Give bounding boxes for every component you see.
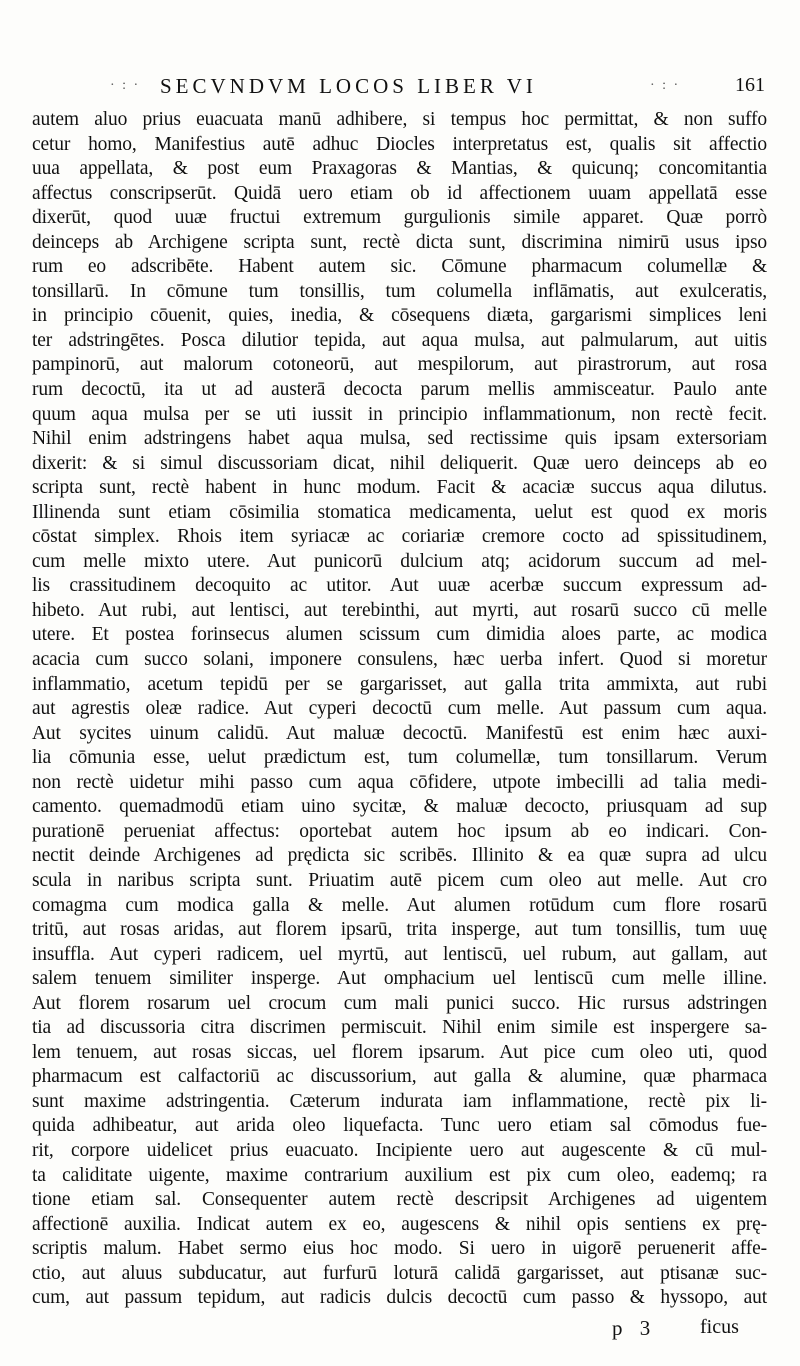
- text-line: lem tenuem, aut rosas siccas, uel florem ipsarum. Aut pice cum oleo uti, quod: [32, 1041, 767, 1063]
- text-line: rum eo adscribēte. Habent autem sic. Cōmune pharmacum columellæ &: [32, 256, 767, 278]
- text-line: hibeto. Aut rubi, aut lentisci, aut terebinthi, aut myrti, aut rosarū succo cū melle: [32, 599, 767, 621]
- text-line: pharmacum est calfactoriū ac discussorium, aut galla & alumine, quæ pharmaca: [32, 1066, 767, 1088]
- text-line: sunt maxime adstringentia. Cæterum indurata iam inflammatione, rectè pix li-: [32, 1090, 767, 1112]
- text-line: quida adhibeatur, aut arida oleo liquefacta. Tunc uero etiam sal cōmodus fue-: [32, 1115, 767, 1137]
- text-line: rit, corpore uidelicet prius euacuato. Incipiente uero aut augescente & cū mul-: [32, 1139, 767, 1161]
- text-line: ter adstringētes. Posca dilutior tepida, aut aqua mulsa, aut palmularum, aut uitis: [32, 329, 767, 351]
- text-line: cum melle mixto utere. Aut punicorū dulcium atq; acidorum succum ad mel-: [32, 550, 767, 572]
- text-line: uua appellata, & post eum Praxagoras & Mantias, & quicunq; concomitantia: [32, 158, 767, 180]
- text-line: cetur homo, Manifestius autē adhuc Diocles interpretatus est, qualis sit affectio: [32, 133, 767, 155]
- text-line: scriptis malum. Habet sermo eius hoc modo. Si uero in uigorē peruenerit affe-: [32, 1238, 767, 1260]
- text-line: in principio cōuenit, quies, inedia, & cōsequens diæta, gargarismi simplices leni: [32, 305, 767, 327]
- text-line: Illinenda sunt etiam cōsimilia stomatica medicamenta, uelut est quod ex moris: [32, 501, 767, 523]
- text-line: deinceps ab Archigene scripta sunt, rectè dicta sunt, discrimina nimirū usus ipso: [32, 231, 767, 253]
- text-line: quum aqua mulsa per se uti iussit in principio inflammationum, non rectè fecit.: [32, 403, 767, 425]
- text-line: non rectè uidetur mihi passo cum aqua cōfidere, utpote imbecilli ad talia medi-: [32, 771, 767, 793]
- running-head: [50, 72, 765, 102]
- text-line: cōstat simplex. Rhois item syriacæ ac coriariæ cremore cocto ad spissitudinem,: [32, 526, 767, 548]
- text-line: lis crassitudinem decoquito ac utitor. Aut uuæ acerbæ succum expressum ad-: [32, 575, 767, 597]
- text-line: Aut sycites uinum calidū. Aut maluæ decoctū. Manifestū est enim hæc auxi-: [32, 722, 767, 744]
- text-line: tione etiam sal. Consequenter autem rectè descripsit Archigenes ad uigentem: [32, 1189, 767, 1211]
- running-title: SECVNDVM LOCOS LIBER VI: [160, 74, 537, 98]
- text-line: Aut florem rosarum uel crocum cum mali punici succo. Hic rursus adstringen: [32, 992, 767, 1014]
- text-line: lia cōmunia esse, uelut prædictum est, tum columellæ, tum tonsillarum. Verum: [32, 747, 767, 769]
- page-number: 161: [735, 74, 765, 96]
- body-text: [32, 108, 767, 1311]
- ornament-left: · : ·: [110, 78, 141, 93]
- text-line: Nihil enim adstringens habet aqua mulsa, sed rectissime quis ipsam extersoriam: [32, 428, 767, 450]
- text-line: dixerit: & si simul discussoriam dicat, nihil deliquerit. Quæ uero deinceps ab eo: [32, 452, 767, 474]
- text-line: scripta sunt, rectè habent in hunc modum. Facit & acaciæ succus aqua dilutus.: [32, 477, 767, 499]
- text-line: purationē perueniat affectus: oportebat autem hoc ipsum ab eo indicari. Con-: [32, 820, 767, 842]
- text-line: tritū, aut rosas aridas, aut florem ipsarū, trita insperge, aut tum tonsillis, tum uuę: [32, 919, 767, 941]
- text-line: pampinorū, aut malorum cotoneorū, aut mespilorum, aut pirastrorum, aut rosa: [32, 354, 767, 376]
- text-line: inflammatio, acetum tepidū per se gargarisset, aut galla trita ammixta, aut rubi: [32, 673, 767, 695]
- text-line: tia ad discussoria citra discrimen permiscuit. Nihil enim simile est inspergere sa-: [32, 1017, 767, 1039]
- text-line: dixerūt, quod uuæ fructui extremum gurgulionis simile apparet. Quæ porrò: [32, 207, 767, 229]
- text-line: utere. Et postea forinsecus alumen scissum cum dimidia aloes parte, ac modica: [32, 624, 767, 646]
- text-line: insuffla. Aut cyperi radicem, uel myrtū, aut lentiscū, uel rubum, aut gallam, aut: [32, 943, 767, 965]
- signature-mark: p 3: [612, 1316, 657, 1340]
- text-line: autem aluo prius euacuata manū adhibere, si tempus hoc permittat, & non suffo: [32, 109, 767, 130]
- text-line: affectus conscripserūt. Quidā uero etiam ob id affectionem uuam appellatā esse: [32, 182, 767, 204]
- text-line: comagma cum modica galla & melle. Aut alumen rotūdum cum flore rosarū: [32, 894, 767, 916]
- catchword: ficus: [700, 1316, 739, 1338]
- text-line: affectionē auxilia. Indicat autem ex eo, augescens & nihil opis sentiens ex prę-: [32, 1213, 767, 1235]
- text-line: ta caliditate uigente, maxime contrarium auxilium est pix cum oleo, eademq; ra: [32, 1164, 767, 1186]
- ornament-right: · : ·: [650, 78, 681, 93]
- text-line: camento. quemadmodū etiam uino sycitæ, & maluæ decocto, priusquam ad sup: [32, 796, 767, 818]
- text-line: salem tenuem similiter insperge. Aut omphacium uel lentiscū cum melle illine.: [32, 968, 767, 990]
- text-line: tonsillarū. In cōmune tum tonsillis, tum columella inflāmatis, aut exulceratis,: [32, 280, 767, 302]
- text-line: ctio, aut aluus subducatur, aut furfurū loturā calidā gargarisset, aut ptisanæ suc-: [32, 1262, 767, 1284]
- text-line: rum decoctū, ita ut ad austerā decocta parum mellis ammisceatur. Paulo ante: [32, 379, 767, 401]
- text-line: nectit deinde Archigenes ad prędicta sic scribēs. Illinito & ea quæ supra ad ulcu: [32, 845, 767, 867]
- text-line: aut agrestis oleæ radice. Aut cyperi decoctū cum melle. Aut passum cum aqua.: [32, 698, 767, 720]
- text-line: scula in naribus scripta sunt. Priuatim autē picem cum oleo aut melle. Aut cro: [32, 869, 767, 891]
- text-line: acacia cum succo solani, imponere consulens, hæc uerba infert. Quod si moretur: [32, 649, 767, 671]
- text-line: cum, aut passum tepidum, aut radicis dulcis decoctū cum passo & hyssopo, aut: [32, 1287, 767, 1309]
